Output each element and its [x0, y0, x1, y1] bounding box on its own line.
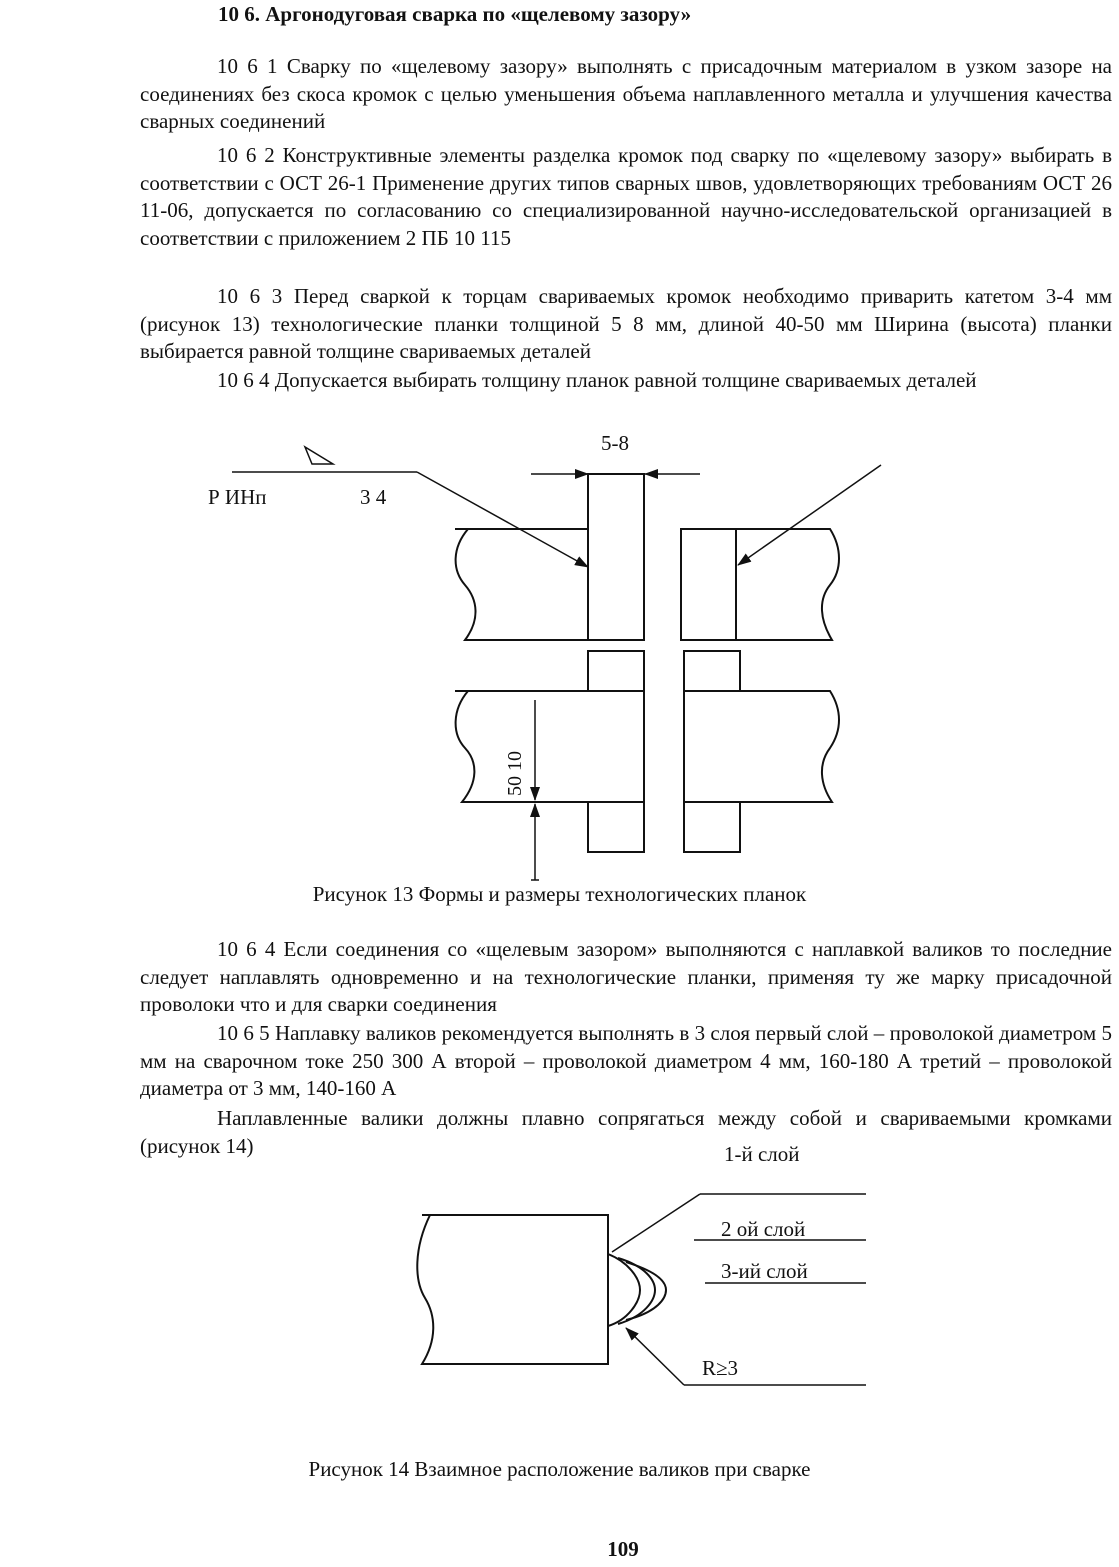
paragraph-10-6-4: 10 6 4 Допускается выбирать толщину планок равной толщине свариваемых деталей	[217, 368, 977, 392]
lower-right-plate	[684, 691, 839, 802]
layer2-label: 2 ой слой	[721, 1217, 806, 1241]
paragraph-10-6-4b: 10 6 4 Если соединения со «щелевым зазором» выполняются с наплавкой валиков то последние следует наплавлять одновременно и на технологические планки, применяя ту же марку присадочной проволоки что и для сварки соединения	[140, 937, 1112, 1016]
fillet-weld-symbol	[305, 447, 333, 464]
radius-leader-arrow	[626, 1328, 684, 1385]
layer1-label: 1-й слой	[724, 1142, 800, 1166]
paragraph-beads: Наплавленные валики должны плавно сопрягаться между собой и свариваемыми кромками (рисунок 14)	[140, 1106, 1112, 1158]
dim-50-10-label: 50 10	[504, 751, 526, 796]
radius-label: R≥3	[702, 1356, 739, 1380]
paragraph-10-6-5: 10 6 5 Наплавку валиков рекомендуется выполнять в 3 слоя первый слой – проволокой диаметром 5 мм на сварочном токе 250 300 А второй – проволокой диаметром 4 мм, 160-180 А третий – проволокой диаметра от 3 мм, 140-160 А	[140, 1021, 1112, 1100]
upper-right-plate	[681, 529, 839, 640]
lower-left-strip-bottom	[588, 802, 644, 852]
weld-leg-label: 3 4	[360, 485, 387, 509]
lower-right-strip-bottom	[684, 802, 740, 852]
lower-left-strip-top	[588, 651, 644, 691]
layer1-leader	[612, 1194, 700, 1252]
paragraph-10-6-1: 10 6 1 Сварку по «щелевому зазору» выполнять с присадочным материалом в узком зазоре на соединениях без скоса кромок с целью уменьшения объема наплавленного металла и улучшения качества сварных соединений	[140, 54, 1112, 133]
weld-leader-arrow	[417, 472, 588, 567]
figure-14-caption: Рисунок 14 Взаимное расположение валиков при сварке	[308, 1457, 811, 1481]
fig14-plate	[417, 1215, 608, 1364]
right-leader-arrow	[738, 465, 881, 565]
page-number: 109	[607, 1537, 639, 1561]
upper-left-strip	[588, 474, 644, 640]
paragraph-10-6-3: 10 6 3 Перед сваркой к торцам свариваемых кромок необходимо приварить катетом 3-4 мм (рисунок 13) технологические планки толщиной 5 8 мм, длиной 40-50 мм Ширина (высота) планки выбирается равной толщине свариваемых деталей	[140, 284, 1112, 363]
upper-left-plate	[455, 529, 588, 640]
layer3-label: 3-ий слой	[721, 1259, 808, 1283]
figure-13-caption: Рисунок 13 Формы и размеры технологических планок	[312, 882, 807, 906]
lower-left-plate	[455, 691, 644, 802]
paragraph-10-6-2: 10 6 2 Конструктивные элементы разделка кромок под сварку по «щелевому зазору» выбирать в соответствии с ОСТ 26-1 Применение других типов сварных швов, удовлетворяющих требованиям ОСТ 26 11-06, допускается по согласованию со специализированной научно-исследовательской организацией в соответствии с приложением 2 ПБ 10 115	[140, 143, 1112, 250]
lower-right-strip-top	[684, 651, 740, 691]
weld-mark-label: Р ИНп	[208, 485, 267, 509]
weld-bead-2	[618, 1258, 655, 1324]
dim-5-8-label: 5-8	[601, 431, 629, 455]
section-heading: 10 6. Аргонодуговая сварка по «щелевому зазору»	[218, 2, 692, 26]
